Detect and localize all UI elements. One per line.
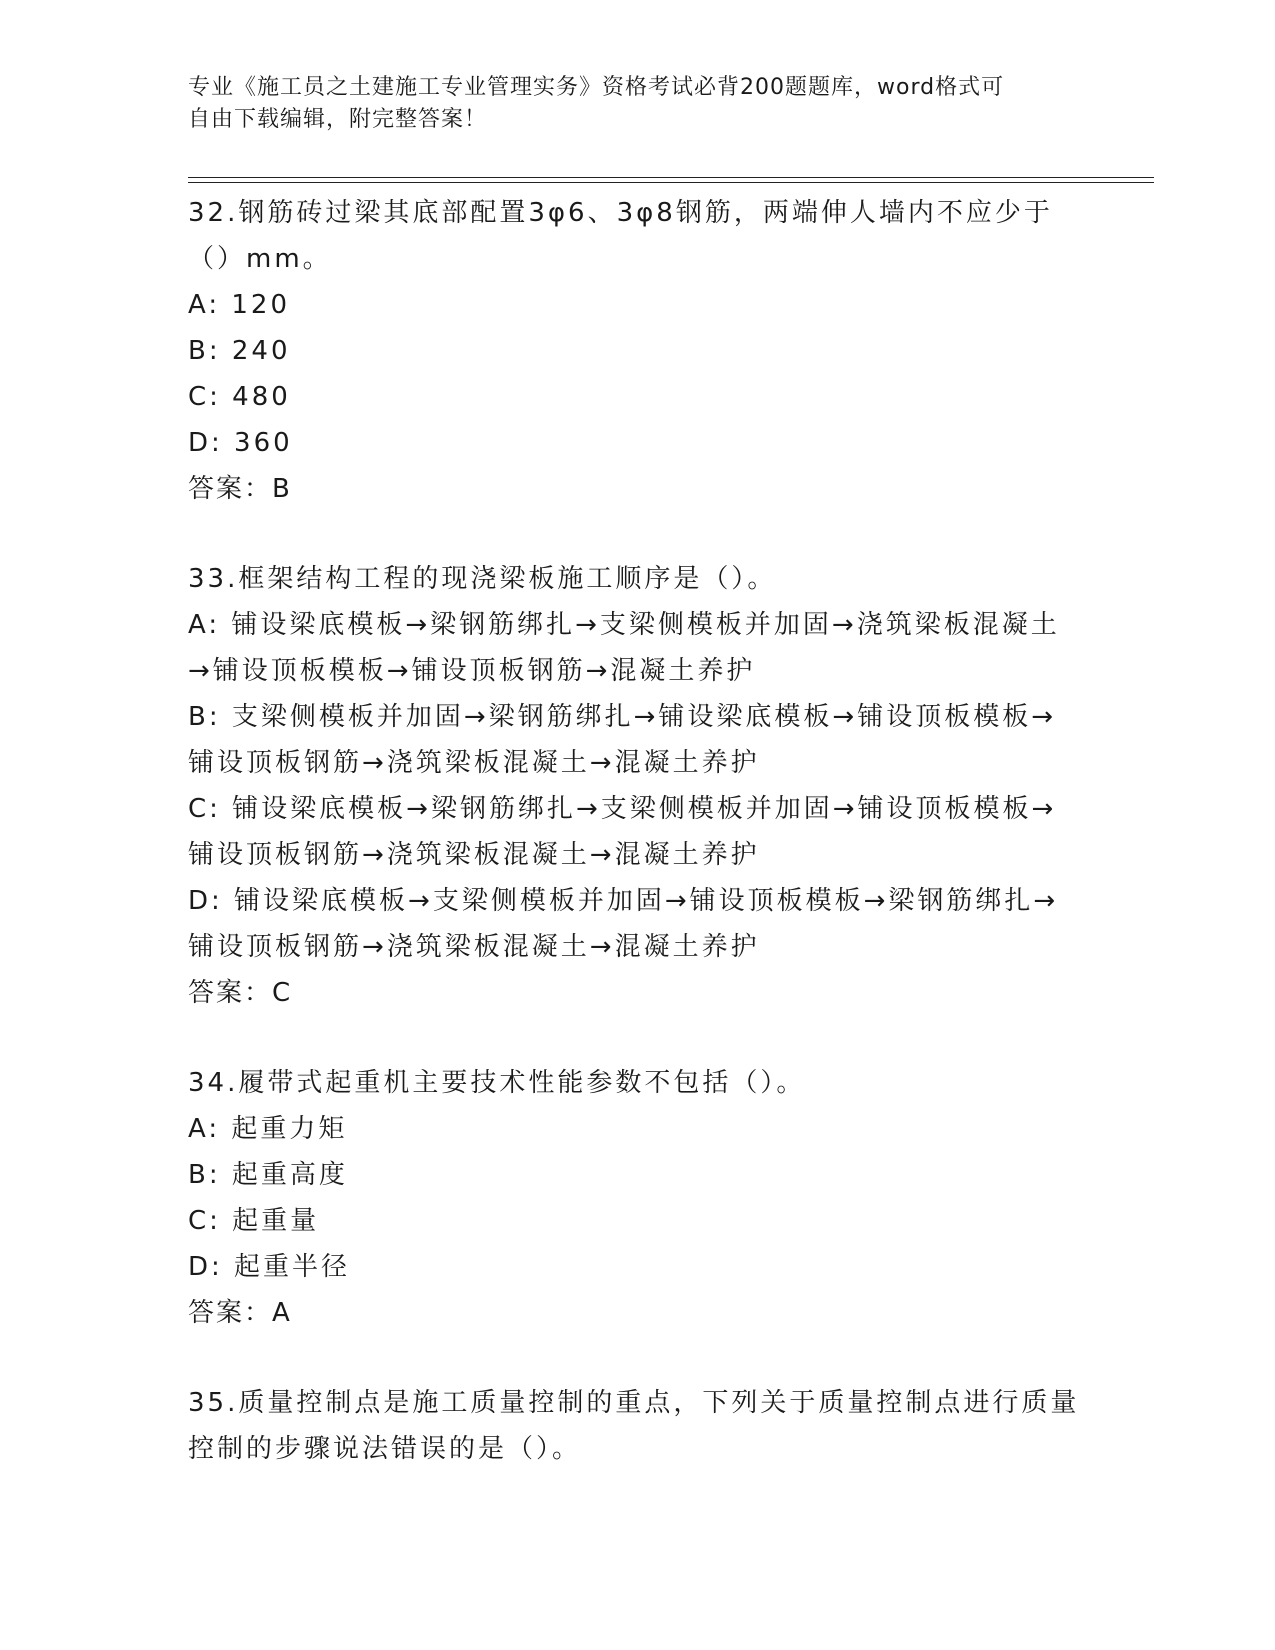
option-c: C: 起重量 (188, 1206, 320, 1236)
option-d: D: 360 (188, 428, 293, 458)
question-stem: 35.质量控制点是施工质量控制的重点，下列关于质量控制点进行质量 (188, 1388, 1080, 1418)
option-a: A: 120 (188, 290, 290, 320)
header-line: 自由下载编辑，附完整答案！ (188, 107, 488, 132)
question-stem: 控制的步骤说法错误的是（）。 (188, 1434, 582, 1464)
question-item (188, 1060, 1088, 1336)
question-item (188, 1380, 1088, 1472)
option-d: D: 起重半径 (188, 1252, 351, 1282)
option-b-cont: 铺设顶板钢筋→浇筑梁板混凝土→混凝土养护 (188, 748, 760, 778)
option-c: C: 铺设梁底模板→梁钢筋绑扎→支梁侧模板并加固→铺设顶板模板→ (188, 794, 1057, 824)
header-line: 专业《施工员之土建施工专业管理实务》资格考试必背200题题库，word格式可 (188, 75, 1005, 100)
answer-line: 答案：B (188, 474, 292, 504)
option-b: B: 240 (188, 336, 291, 366)
question-item (188, 556, 1088, 1016)
option-b: B: 支梁侧模板并加固→梁钢筋绑扎→铺设梁底模板→铺设顶板模板→ (188, 702, 1057, 732)
option-d-cont: 铺设顶板钢筋→浇筑梁板混凝土→混凝土养护 (188, 932, 760, 962)
option-a: A: 铺设梁底模板→梁钢筋绑扎→支梁侧模板并加固→浇筑梁板混凝土 (188, 610, 1060, 640)
option-d: D: 铺设梁底模板→支梁侧模板并加固→铺设顶板模板→梁钢筋绑扎→ (188, 886, 1059, 916)
header-divider (188, 182, 1154, 183)
page-header (188, 72, 1068, 136)
question-list (188, 190, 1088, 1472)
question-stem: 34.履带式起重机主要技术性能参数不包括（）。 (188, 1068, 806, 1098)
answer-line: 答案：A (188, 1298, 292, 1328)
option-c: C: 480 (188, 382, 291, 412)
question-item (188, 190, 1088, 512)
option-a: A: 起重力矩 (188, 1114, 348, 1144)
question-stem: （）mm。 (188, 244, 332, 274)
option-c-cont: 铺设顶板钢筋→浇筑梁板混凝土→混凝土养护 (188, 840, 760, 870)
question-stem: 33.框架结构工程的现浇梁板施工顺序是（）。 (188, 564, 777, 594)
option-a-cont: →铺设顶板模板→铺设顶板钢筋→混凝土养护 (188, 656, 756, 686)
option-b: B: 起重高度 (188, 1160, 348, 1190)
header-divider (188, 177, 1154, 178)
question-stem: 32.钢筋砖过梁其底部配置3φ6、3φ8钢筋，两端伸人墙内不应少于 (188, 198, 1053, 228)
answer-line: 答案：C (188, 978, 293, 1008)
